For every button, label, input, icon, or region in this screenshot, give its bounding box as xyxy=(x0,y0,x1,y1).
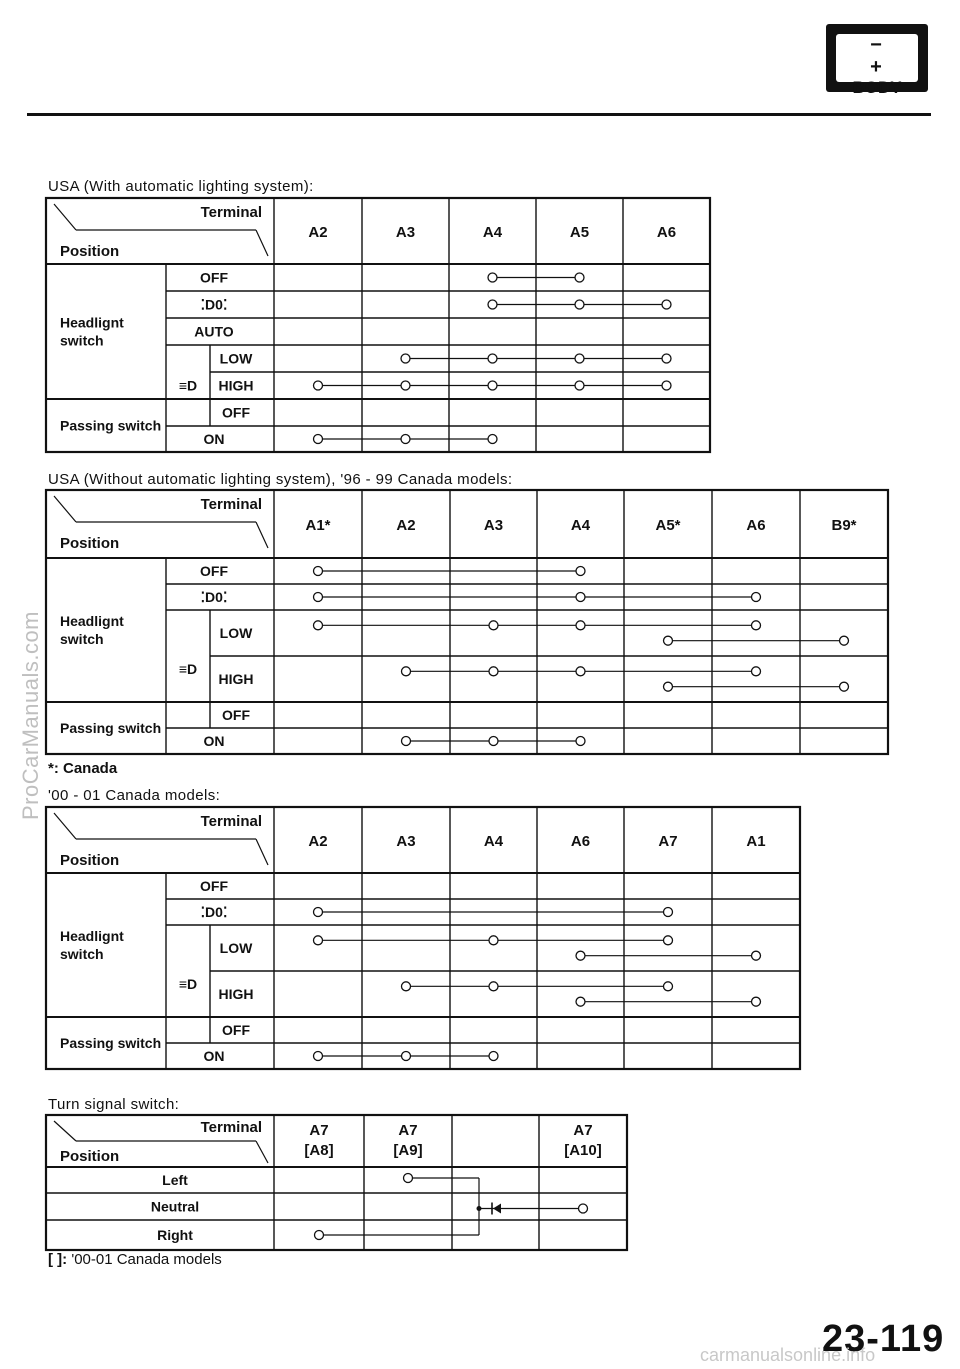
terminal-point xyxy=(576,667,585,676)
table3-caption: '00 - 01 Canada models: xyxy=(48,787,221,804)
column-header-a7: A7 xyxy=(658,833,678,850)
position-header: Position xyxy=(60,535,120,552)
column-header-a3: A3 xyxy=(483,517,504,534)
column-header-alt: [A8] xyxy=(304,1142,334,1159)
row-label-3: HIGH xyxy=(218,986,254,1002)
terminal-point xyxy=(314,1052,323,1061)
terminal-point xyxy=(752,593,761,602)
terminal-point xyxy=(401,354,410,363)
bracket-footnote-text: '00-01 Canada models xyxy=(71,1251,222,1268)
terminal-point xyxy=(840,636,849,645)
terminal-point xyxy=(664,636,673,645)
column-header-a3: A3 xyxy=(396,833,416,850)
column-header: A7 xyxy=(309,1122,329,1139)
bracket-footnote-mark: [ ]: xyxy=(48,1251,68,1268)
row-label-5: ON xyxy=(203,733,225,749)
column-header-a4: A4 xyxy=(570,517,591,534)
terminal-point xyxy=(752,997,761,1006)
terminal-header: Terminal xyxy=(200,1119,262,1136)
terminal-point xyxy=(402,982,411,991)
battery-icon: − + xyxy=(870,34,902,78)
terminal-point xyxy=(575,300,584,309)
terminal-point xyxy=(401,435,410,444)
terminal-point xyxy=(664,682,673,691)
terminal-point xyxy=(489,667,498,676)
terminal-point xyxy=(575,354,584,363)
terminal-point xyxy=(664,936,673,945)
row-label-3: LOW xyxy=(219,350,253,367)
terminal-point xyxy=(576,737,585,746)
row-label-left: Left xyxy=(162,1172,188,1188)
terminal-point xyxy=(314,593,323,602)
terminal-point xyxy=(489,936,498,945)
terminal-point xyxy=(576,997,585,1006)
table4-caption: Turn signal switch: xyxy=(48,1096,180,1113)
terminal-point xyxy=(488,435,497,444)
position-header: Position xyxy=(60,852,120,869)
row-label-1: ⁚D0⁚ xyxy=(200,296,228,313)
column-header-a1: A1 xyxy=(746,833,766,850)
terminal-point xyxy=(402,737,411,746)
terminal-point xyxy=(662,354,671,363)
terminal-point xyxy=(404,1174,413,1183)
terminal-header: Terminal xyxy=(200,813,262,830)
row-label-6: ON xyxy=(203,431,225,447)
row-label-5: ON xyxy=(203,1048,225,1064)
terminal-point xyxy=(579,1204,588,1213)
terminal-header: Terminal xyxy=(200,204,262,221)
position-header: Position xyxy=(60,1148,120,1165)
row-label-neutral: Neutral xyxy=(150,1198,200,1215)
terminal-point xyxy=(575,273,584,282)
row-label-2: LOW xyxy=(219,625,253,641)
terminal-point xyxy=(314,621,323,630)
row-label-5: OFF xyxy=(222,404,250,421)
terminal-point xyxy=(576,951,585,960)
terminal-point xyxy=(489,737,498,746)
terminal-point xyxy=(314,908,323,917)
table2-caption: USA (Without automatic lighting system), '96 - 99 Canada models: xyxy=(48,471,513,488)
junction-dot xyxy=(477,1206,482,1211)
column-header-a6: A6 xyxy=(656,224,677,241)
table1-caption: USA (With automatic lighting system): xyxy=(48,178,314,195)
group-label: Headlignt xyxy=(60,314,124,331)
terminal-point xyxy=(489,982,498,991)
page-number: 23-119 xyxy=(822,1318,945,1360)
row-label-3: HIGH xyxy=(218,671,254,687)
terminal-point xyxy=(488,381,497,390)
column-header-a4: A4 xyxy=(482,224,503,241)
column-header-a4: A4 xyxy=(483,833,504,850)
terminal-point xyxy=(662,381,671,390)
terminal-point xyxy=(489,621,498,630)
row-label-1: ⁚D0⁚ xyxy=(200,589,228,605)
column-header-a3: A3 xyxy=(395,224,416,241)
column-header-a6: A6 xyxy=(570,833,591,850)
group-label: Passing switch xyxy=(60,1035,162,1051)
terminal-point xyxy=(840,682,849,691)
terminal-point xyxy=(664,908,673,917)
terminal-point xyxy=(576,593,585,602)
column-header-b9: B9* xyxy=(831,517,857,534)
group-label: Passing switch xyxy=(60,417,162,434)
group-label: switch xyxy=(60,332,104,349)
column-header-alt: [A10] xyxy=(564,1142,602,1159)
terminal-point xyxy=(488,273,497,282)
badge-label: BODY xyxy=(852,78,902,97)
group-label: Headlignt xyxy=(60,613,124,629)
column-header-a2: A2 xyxy=(396,517,416,534)
terminal-point xyxy=(315,1231,324,1240)
row-label-0: OFF xyxy=(200,269,228,286)
column-header-a2: A2 xyxy=(308,833,328,850)
row-label-2: AUTO xyxy=(194,323,234,340)
diode-icon xyxy=(493,1204,501,1214)
column-header: A7 xyxy=(573,1122,593,1139)
terminal-point xyxy=(489,1052,498,1061)
terminal-point xyxy=(401,381,410,390)
column-header-a2: A2 xyxy=(308,224,328,241)
terminal-point xyxy=(662,300,671,309)
group-label: switch xyxy=(60,946,104,962)
terminal-point xyxy=(752,667,761,676)
headlight-low-high-symbol: ≡D xyxy=(178,377,198,394)
column-header: A7 xyxy=(398,1122,418,1139)
column-header-a5: A5* xyxy=(655,517,681,534)
group-label: Headlignt xyxy=(60,928,124,944)
terminal-point xyxy=(575,381,584,390)
row-label-0: OFF xyxy=(200,563,228,579)
group-label: switch xyxy=(60,631,104,647)
terminal-point xyxy=(752,951,761,960)
group-label: Passing switch xyxy=(60,720,162,736)
terminal-point xyxy=(402,1052,411,1061)
side-watermark: ProCarManuals.com xyxy=(18,610,43,820)
column-header-a5: A5 xyxy=(569,224,590,241)
row-label-4: OFF xyxy=(222,707,250,723)
terminal-point xyxy=(752,621,761,630)
terminal-point xyxy=(402,667,411,676)
headlight-low-high-symbol: ≡D xyxy=(178,976,198,992)
column-header-a1: A1* xyxy=(305,517,331,534)
headlight-low-high-symbol: ≡D xyxy=(178,661,198,677)
row-label-right: Right xyxy=(157,1227,193,1243)
footer-watermark: carmanualsonline.info xyxy=(700,1345,876,1365)
terminal-header: Terminal xyxy=(200,496,262,513)
terminal-point xyxy=(314,936,323,945)
terminal-point xyxy=(576,621,585,630)
row-label-2: LOW xyxy=(219,940,253,956)
column-header-alt: [A9] xyxy=(393,1142,423,1159)
terminal-point xyxy=(576,567,585,576)
position-header: Position xyxy=(60,243,120,260)
terminal-point xyxy=(314,381,323,390)
terminal-point xyxy=(664,982,673,991)
terminal-point xyxy=(314,567,323,576)
terminal-point xyxy=(314,435,323,444)
terminal-point xyxy=(488,354,497,363)
row-label-1: ⁚D0⁚ xyxy=(200,904,228,920)
terminal-point xyxy=(488,300,497,309)
row-label-0: OFF xyxy=(200,878,228,894)
row-label-4: HIGH xyxy=(218,377,254,394)
column-header-a6: A6 xyxy=(746,517,766,534)
canada-footnote: *: Canada xyxy=(48,760,118,777)
row-label-4: OFF xyxy=(222,1022,250,1038)
